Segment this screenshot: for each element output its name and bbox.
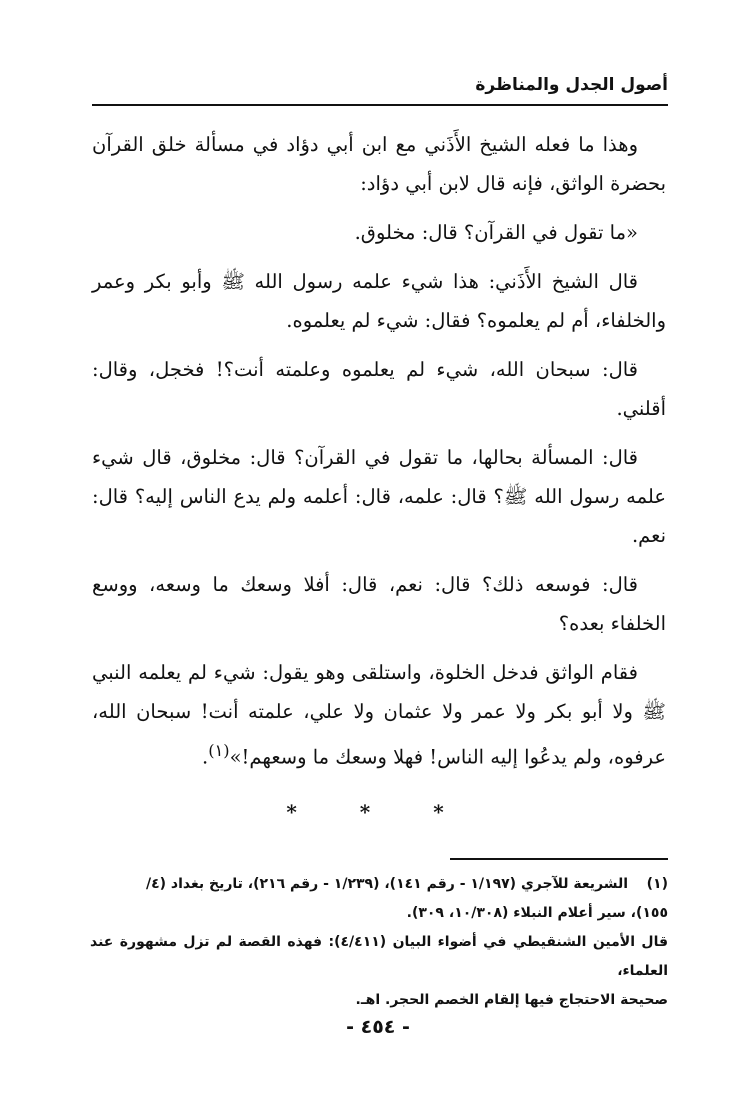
paragraph-7-text: فقام الواثق فدخل الخلوة، واستلقى وهو يقول: شيء لم يعلمه النبي ﷺ ولا أبو بكر ولا عمر ولا عثمان ولا علي، علمته أنت! سبحان الله، عرفوه، ولم يدعُوا إليه الناس! فهلا وسعك ما وسعهم!»	[92, 661, 666, 769]
paragraph-7-period: .	[202, 745, 209, 769]
section-separator: * * *	[286, 799, 472, 824]
running-header-title: أصول الجدل والمناظرة	[475, 75, 668, 95]
paragraph-6: قال: فوسعه ذلك؟ قال: نعم، قال: أفلا وسعك ما وسعه، ووسع الخلفاء بعده؟	[92, 573, 666, 635]
header-rule	[92, 104, 668, 106]
paragraph-7	[92, 653, 666, 777]
paragraph-3: قال الشيخ الأَذَني: هذا شيء علمه رسول الله ﷺ وأبو بكر وعمر والخلفاء، أم لم يعلموه؟ فقال: شيء لم يعلموه.	[92, 270, 666, 332]
paragraph-1: وهذا ما فعله الشيخ الأَذَني مع ابن أبي دؤاد في مسألة خلق القرآن بحضرة الواثق، فإنه قال لابن أبي دؤاد:	[92, 133, 666, 195]
footnote-1	[90, 870, 668, 928]
paragraph-2: «ما تقول في القرآن؟ قال: مخلوق.	[354, 221, 638, 244]
footnote-number: (١)	[646, 876, 668, 892]
footnote-2	[90, 928, 668, 1015]
footnotes	[90, 870, 668, 1015]
page-number: - ٤٥٤ -	[346, 1016, 410, 1038]
footnote-2-line-1: قال الأمين الشنقيطي في أضواء البيان (٤/٤١١): فهذه القصة لم تزل مشهورة عند العلماء،	[90, 934, 668, 979]
footnote-rule	[450, 858, 668, 860]
footnote-1-line-2: ١٥٥)، سير أعلام النبلاء (١٠/٣٠٨، ٣٠٩).	[406, 905, 668, 921]
paragraph-5: قال: المسألة بحالها، ما تقول في القرآن؟ قال: مخلوق، قال شيء علمه رسول الله ﷺ؟ قال: علمه، قال: أعلمه ولم يدع الناس إليه؟ قال: نعم.	[92, 446, 666, 547]
footnote-1-line-1: الشريعة للآجري (١/١٩٧ - رقم ١٤١)، (١/٢٣٩ - رقم ٢١٦)، تاريخ بغداد (٤/	[145, 876, 628, 892]
paragraph-4: قال: سبحان الله، شيء لم يعلموه وعلمته أنت؟! فخجل، وقال: أقلني.	[92, 358, 666, 420]
footnote-2-line-2: صحيحة الاحتجاج فيها إلقام الخصم الحجر. اهـ.	[355, 992, 668, 1008]
main-text	[92, 125, 666, 832]
footnote-reference: (١)	[208, 741, 230, 760]
